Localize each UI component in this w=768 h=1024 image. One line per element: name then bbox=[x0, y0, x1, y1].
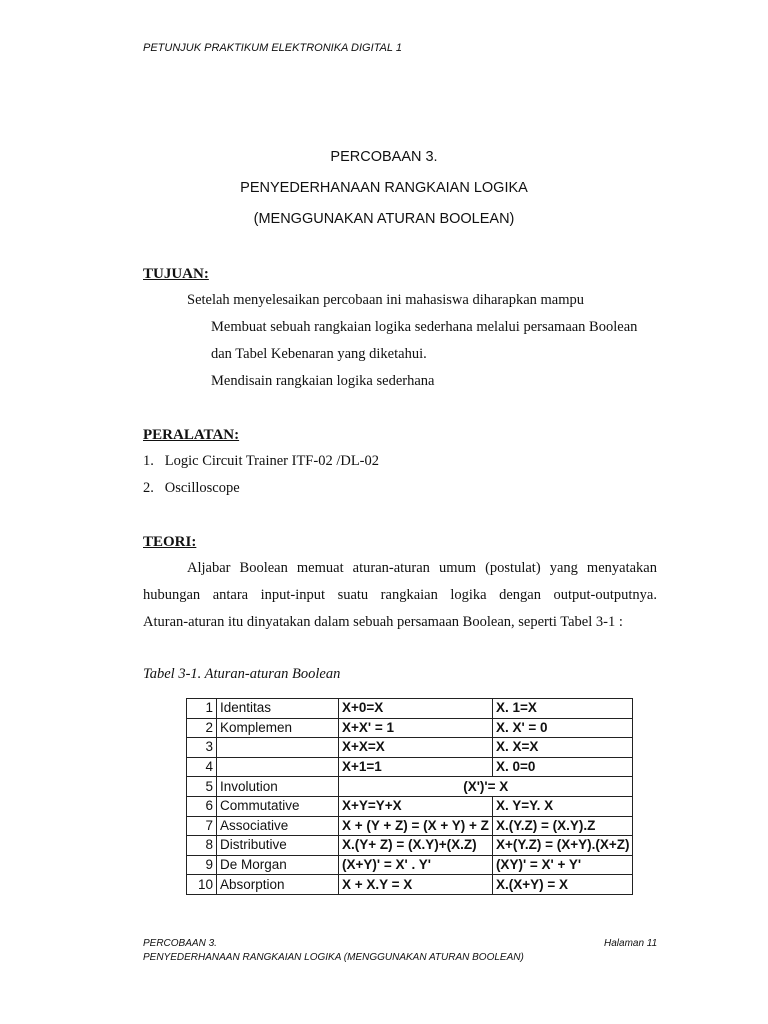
rule-name: Identitas bbox=[217, 699, 339, 719]
rule-formula-and: X. Y=Y. X bbox=[492, 796, 633, 816]
rule-formula-or: X + X.Y = X bbox=[339, 875, 493, 895]
tujuan-intro: Setelah menyelesaikan percobaan ini mahasiswa diharapkan mampu bbox=[187, 292, 584, 308]
rule-formula-and: X. X' = 0 bbox=[492, 718, 633, 738]
footer-experiment: PERCOBAAN 3. bbox=[143, 938, 217, 949]
running-header: PETUNJUK PRAKTIKUM ELEKTRONIKA DIGITAL 1 bbox=[143, 42, 402, 54]
table-row bbox=[187, 757, 633, 777]
rule-formula-and: X. X=X bbox=[492, 738, 633, 758]
rule-name bbox=[217, 757, 339, 777]
table-row bbox=[187, 875, 633, 895]
tujuan-heading: TUJUAN: bbox=[143, 266, 209, 282]
rule-formula-and: X.(Y.Z) = (X.Y).Z bbox=[492, 816, 633, 836]
rule-number: 4 bbox=[187, 757, 217, 777]
rule-number: 8 bbox=[187, 836, 217, 856]
rule-number: 10 bbox=[187, 875, 217, 895]
rule-name bbox=[217, 738, 339, 758]
table-row bbox=[187, 777, 633, 797]
experiment-subtitle: (MENGGUNAKAN ATURAN BOOLEAN) bbox=[253, 211, 515, 227]
rule-number: 6 bbox=[187, 796, 217, 816]
rule-number: 3 bbox=[187, 738, 217, 758]
teori-line: Aljabar Boolean memuat aturan-aturan umum (postulat) yang menyatakan bbox=[187, 560, 657, 576]
rule-formula-and: X+(Y.Z) = (X+Y).(X+Z) bbox=[492, 836, 633, 856]
rule-name: Associative bbox=[217, 816, 339, 836]
table-row bbox=[187, 699, 633, 719]
table-row bbox=[187, 718, 633, 738]
boolean-rules-table bbox=[186, 698, 633, 895]
peralatan-item: 1. Logic Circuit Trainer ITF-02 /DL-02 bbox=[143, 453, 380, 469]
rule-formula-merged: (X')'= X bbox=[339, 777, 633, 797]
peralatan-heading: PERALATAN: bbox=[143, 427, 240, 443]
table-row bbox=[187, 855, 633, 875]
rule-name: Commutative bbox=[217, 796, 339, 816]
rule-number: 5 bbox=[187, 777, 217, 797]
rule-name: Absorption bbox=[217, 875, 339, 895]
tujuan-item: dan Tabel Kebenaran yang diketahui. bbox=[211, 346, 427, 362]
rule-number: 2 bbox=[187, 718, 217, 738]
experiment-number: PERCOBAAN 3. bbox=[330, 149, 438, 165]
rule-formula-and: X. 0=0 bbox=[492, 757, 633, 777]
rule-name: Involution bbox=[217, 777, 339, 797]
rule-name: Distributive bbox=[217, 836, 339, 856]
rule-name: De Morgan bbox=[217, 855, 339, 875]
rule-formula-or: X+Y=Y+X bbox=[339, 796, 493, 816]
table-caption: Tabel 3-1. Aturan-aturan Boolean bbox=[143, 666, 341, 682]
teori-heading: TEORI: bbox=[143, 534, 197, 550]
rule-number: 9 bbox=[187, 855, 217, 875]
rule-number: 7 bbox=[187, 816, 217, 836]
rule-formula-and: X. 1=X bbox=[492, 699, 633, 719]
peralatan-item: 2. Oscilloscope bbox=[143, 480, 240, 496]
footer-title: PENYEDERHANAAN RANGKAIAN LOGIKA (MENGGUNAKAN ATURAN BOOLEAN) bbox=[143, 952, 524, 963]
tujuan-item: Membuat sebuah rangkaian logika sederhana melalui persamaan Boolean bbox=[211, 319, 638, 335]
rule-formula-or: X.(Y+ Z) = (X.Y)+(X.Z) bbox=[339, 836, 493, 856]
teori-line: hubungan antara input-input suatu rangkaian logika dengan output-outputnya. bbox=[143, 587, 657, 603]
rule-formula-and: X.(X+Y) = X bbox=[492, 875, 633, 895]
table-row bbox=[187, 796, 633, 816]
teori-line: Aturan-aturan itu dinyatakan dalam sebuah persamaan Boolean, seperti Tabel 3-1 : bbox=[143, 614, 623, 630]
table-row bbox=[187, 816, 633, 836]
rule-number: 1 bbox=[187, 699, 217, 719]
rule-formula-or: X+X' = 1 bbox=[339, 718, 493, 738]
rule-formula-or: (X+Y)' = X' . Y' bbox=[339, 855, 493, 875]
tujuan-item: Mendisain rangkaian logika sederhana bbox=[211, 373, 435, 389]
rule-formula-or: X+0=X bbox=[339, 699, 493, 719]
rule-formula-or: X + (Y + Z) = (X + Y) + Z bbox=[339, 816, 493, 836]
table-row bbox=[187, 738, 633, 758]
table-row bbox=[187, 836, 633, 856]
rule-formula-and: (XY)' = X' + Y' bbox=[492, 855, 633, 875]
rule-name: Komplemen bbox=[217, 718, 339, 738]
rule-formula-or: X+X=X bbox=[339, 738, 493, 758]
rule-formula-or: X+1=1 bbox=[339, 757, 493, 777]
experiment-title: PENYEDERHANAAN RANGKAIAN LOGIKA bbox=[240, 180, 528, 196]
footer-page-number: Halaman 11 bbox=[604, 938, 658, 949]
